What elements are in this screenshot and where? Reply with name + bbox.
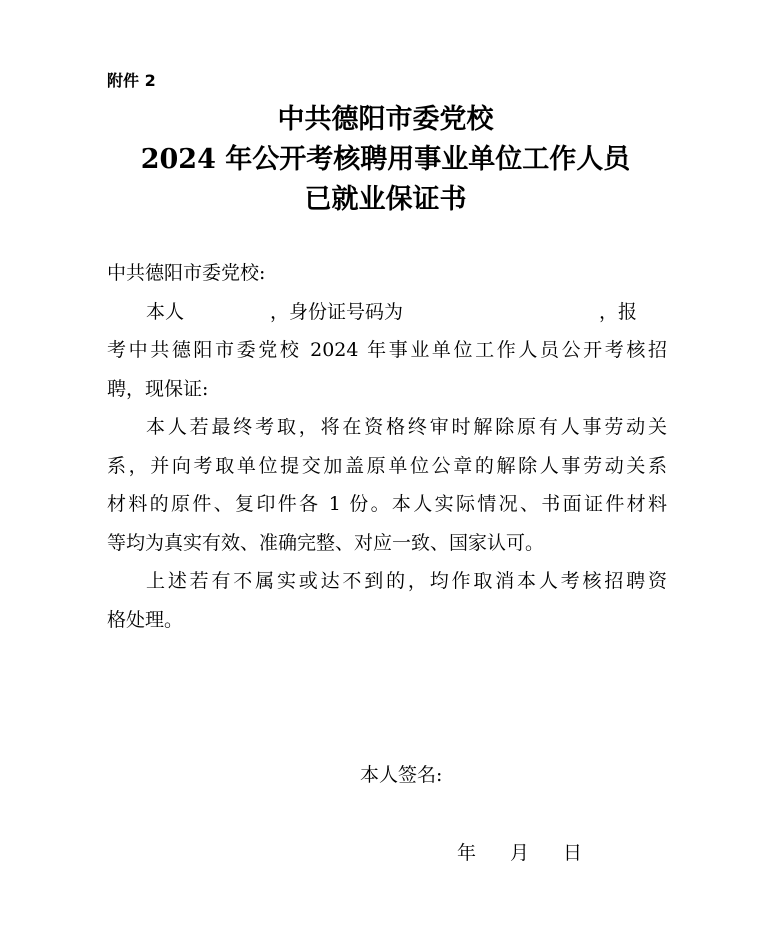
- title-line-2: 2024 年公开考核聘用事业单位工作人员: [140, 144, 631, 175]
- document-title: [0, 100, 771, 220]
- para1-text-c: ，报: [599, 300, 638, 323]
- date-line: [457, 838, 582, 865]
- para1-text-a: 本人: [146, 300, 185, 323]
- date-month: 月: [510, 842, 530, 864]
- title-line-1: 中共德阳市委党校: [277, 104, 494, 135]
- para2-line-1: 本人若最终考取，将在资格终审时解除原有人事劳动关: [146, 416, 667, 438]
- para1-text-b: ，身份证号码为: [270, 300, 404, 323]
- para3-line-2: 格处理。: [107, 608, 184, 631]
- para1-line-3: 聘，现保证:: [107, 377, 209, 400]
- attachment-label: 附件 2: [107, 71, 156, 90]
- para1-line-2: 考中共德阳市委党校 2024 年事业单位工作人员公开考核招: [107, 339, 667, 361]
- signature-label: 本人签名:: [360, 764, 443, 786]
- date-day: 日: [563, 842, 583, 864]
- para1-line-1: [107, 293, 667, 332]
- salutation: 中共德阳市委党校:: [107, 262, 266, 284]
- title-line-3: 已就业保证书: [304, 184, 467, 215]
- letter-body: [107, 254, 667, 639]
- para2-line-3: 材料的原件、复印件各 1 份。本人实际情况、书面证件材料: [107, 493, 667, 515]
- para2-line-4: 等均为真实有效、准确完整、对应一致、国家认可。: [107, 531, 545, 554]
- para2-line-2: 系，并向考取单位提交加盖原单位公章的解除人事劳动关系: [107, 454, 667, 477]
- date-year: 年: [457, 842, 477, 864]
- para3-line-1: 上述若有不属实或达不到的，均作取消本人考核招聘资: [146, 570, 667, 592]
